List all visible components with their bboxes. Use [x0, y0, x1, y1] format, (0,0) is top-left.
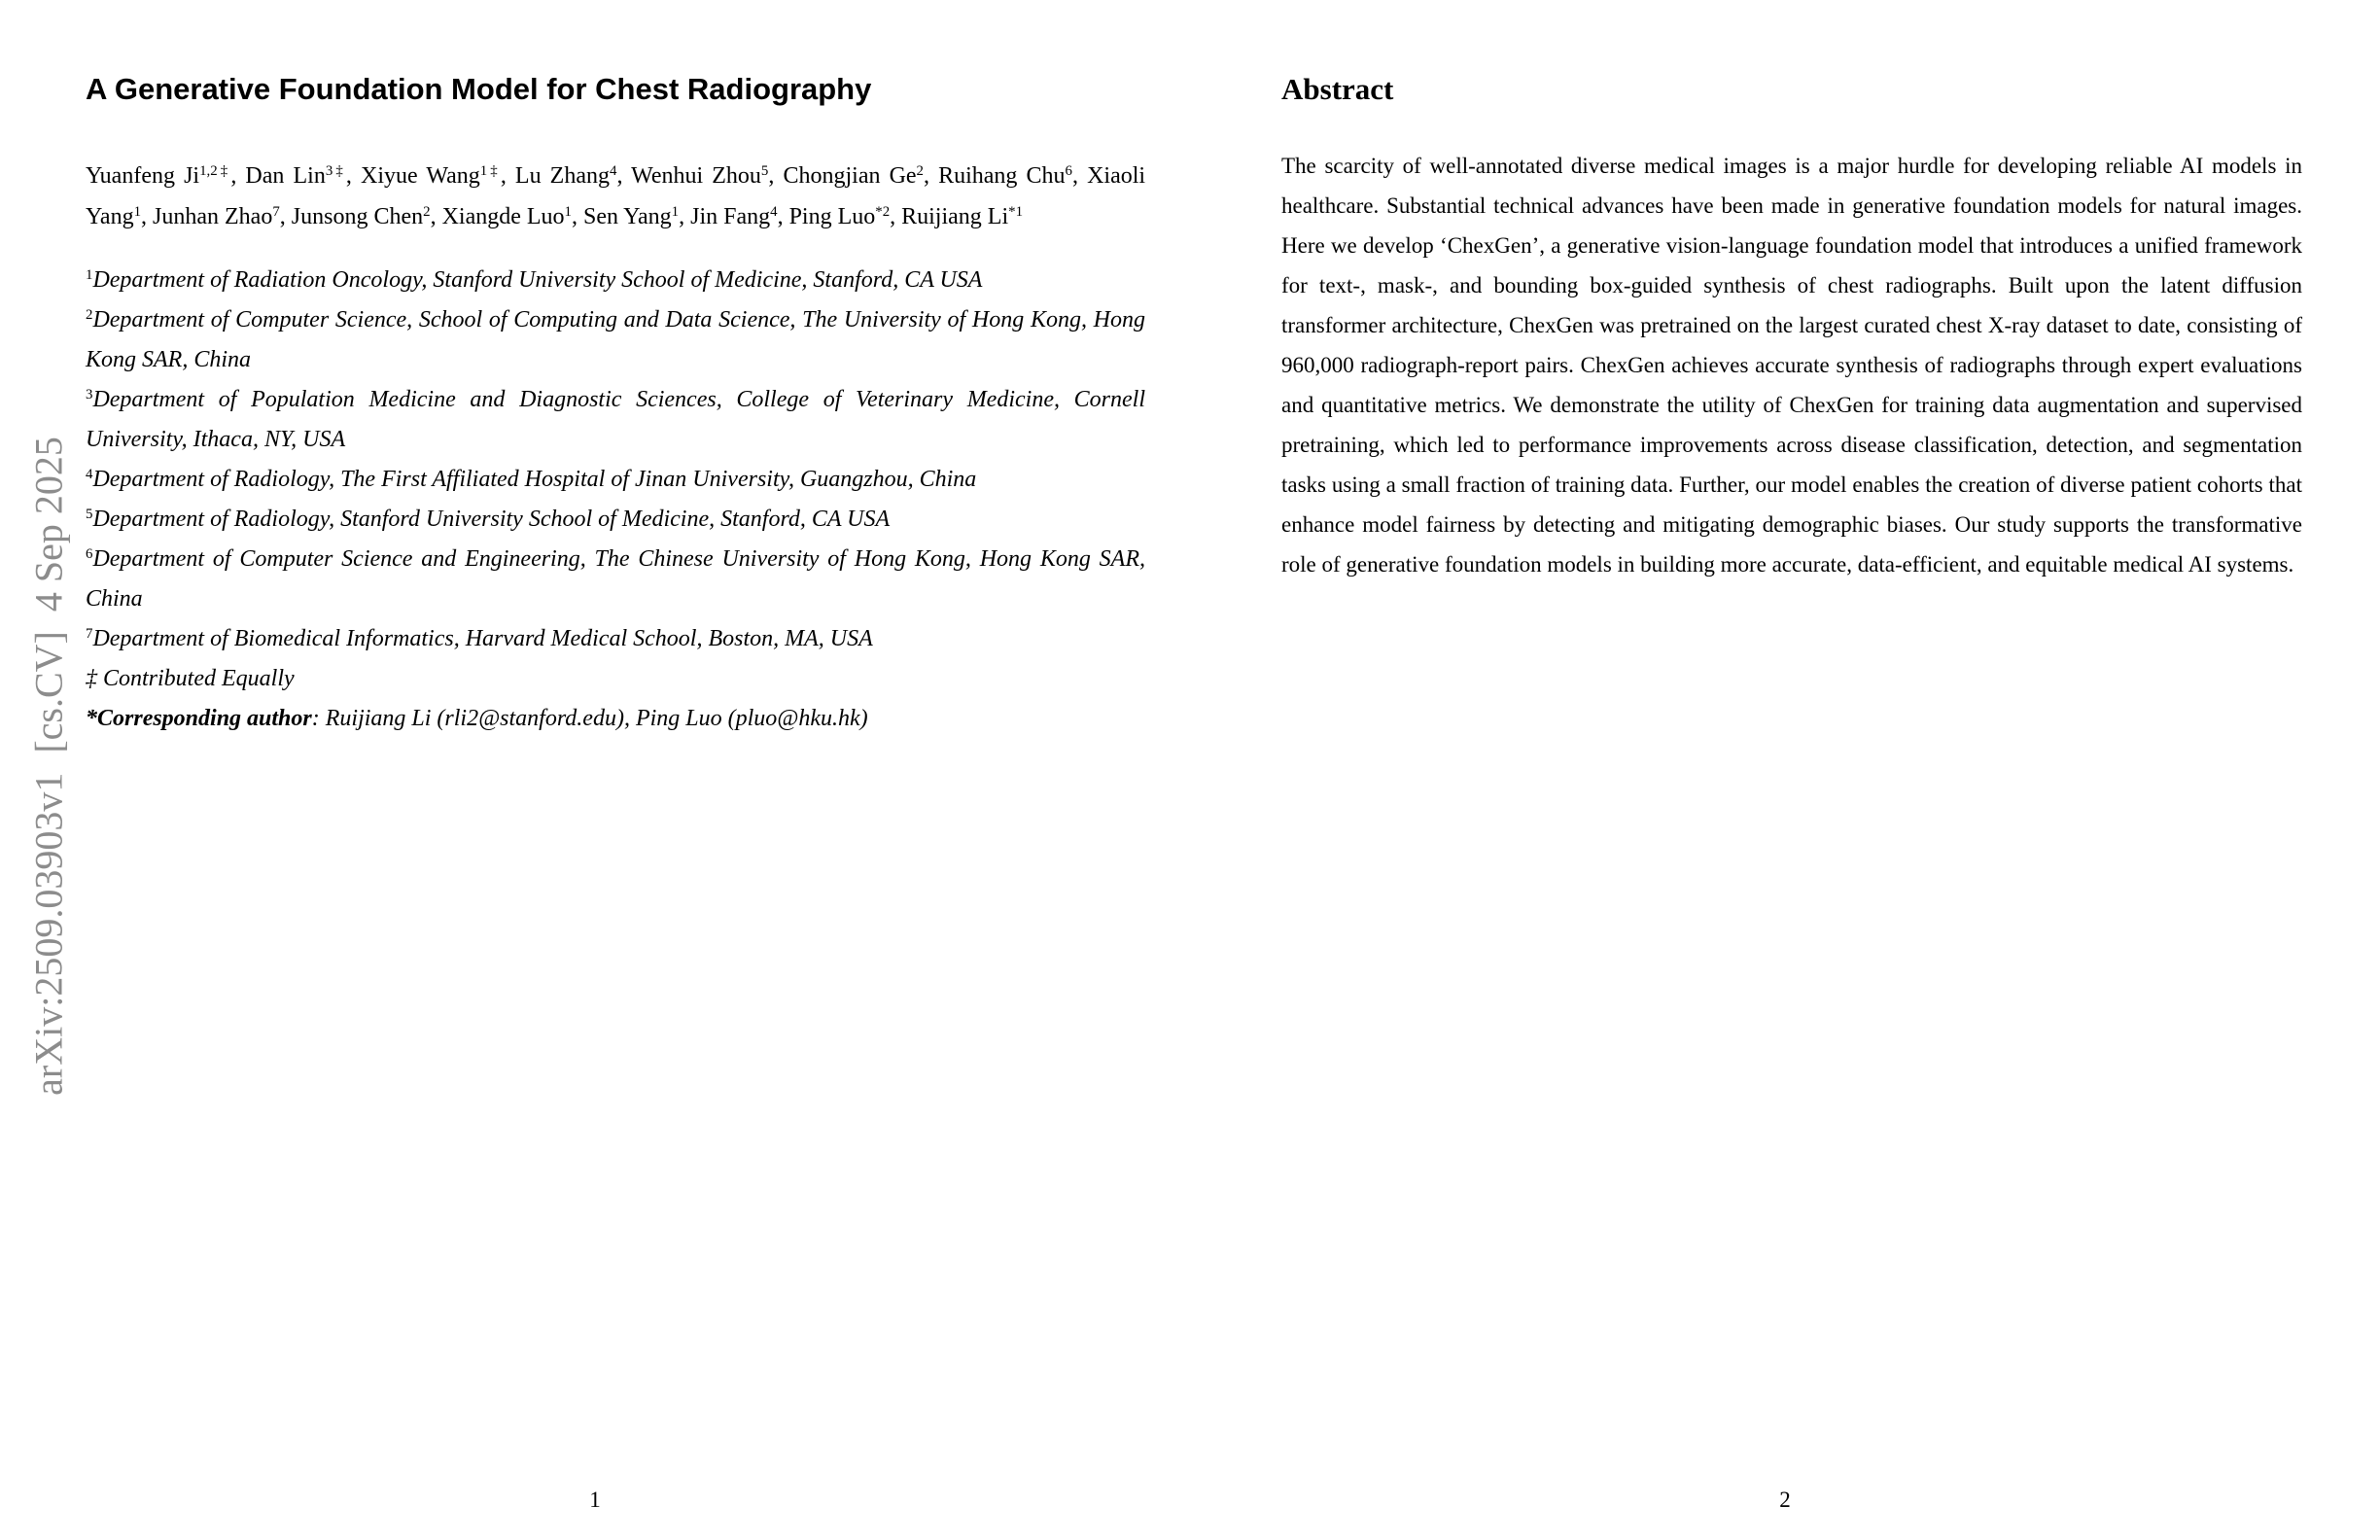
author: Junhan Zhao$^7$, — [153, 203, 292, 229]
affiliation: $^7$Department of Biomedical Informatics, Harvard Medical School, Boston, MA, USA — [86, 625, 873, 651]
author-list — [86, 156, 1145, 237]
affiliation: $^4$Department of Radiology, The First Affiliated Hospital of Jinan University, Guangzhou, China — [86, 466, 977, 492]
author: Ruihang Chu$^6$, — [938, 162, 1088, 189]
author: Ping Luo$^{*2}$, — [788, 203, 902, 229]
author-affiliation-sup: 6 — [1065, 162, 1072, 179]
affiliation: $^3$Department of Population Medicine and Diagnostic Sciences, College of Veterinary Medicine, Cornell University, Ithaca, NY, USA — [86, 386, 1145, 452]
page-number-2: 2 — [1779, 1488, 1791, 1512]
affiliation: $^5$Department of Radiology, Stanford University School of Medicine, Stanford, CA USA — [86, 506, 891, 532]
affiliation-sup: 6 — [86, 545, 93, 562]
affiliation-sup: 7 — [86, 625, 93, 642]
author: Xiangde Luo$^1$, — [441, 203, 583, 229]
author: Lu Zhang$^4$, — [514, 162, 632, 189]
affiliation-sup: 3 — [86, 386, 93, 402]
author-affiliation-sup: 1,2‡ — [199, 162, 231, 179]
abstract-heading: Abstract — [1281, 72, 1394, 106]
author-affiliation-sup: *1 — [1008, 203, 1023, 220]
author: Jin Fang$^4$, — [690, 203, 789, 229]
corresponding-author-note — [86, 699, 1145, 739]
author-affiliation-sup: 3‡ — [325, 162, 346, 179]
author-affiliation-sup: 1 — [133, 203, 142, 220]
author: Dan Lin$^{3\ddagger}$, — [245, 162, 362, 189]
author-affiliation-sup: 1 — [564, 203, 572, 220]
arxiv-watermark: arXiv:2509.03903v1 [cs.CV] 4 Sep 2025 — [26, 437, 71, 1096]
author: Sen Yang$^1$, — [582, 203, 691, 229]
affiliation: $^6$Department of Computer Science and Engineering, The Chinese University of Hong Kong, Hong Kong SAR, China — [86, 545, 1145, 612]
equal-contribution-note — [86, 659, 1145, 699]
author-affiliation-sup: 1‡ — [479, 162, 501, 179]
corresponding-author-text: : Ruijiang Li (rli2@stanford.edu), Ping Luo (pluo@hku.hk) — [311, 706, 868, 731]
affiliation-list — [86, 261, 1145, 659]
author: Ruijiang Li$^{*1}$ — [901, 203, 1023, 229]
equal-contribution-symbol: ‡ — [86, 666, 97, 691]
left-column — [86, 0, 1145, 739]
affiliation-sup: 5 — [86, 506, 93, 522]
affiliation-sup: 2 — [86, 306, 93, 323]
author-affiliation-sup: 1 — [671, 203, 680, 220]
author: Xiaoli Yang$^1$, — [86, 163, 1146, 229]
paper-title: A Generative Foundation Model for Chest Radiography — [86, 72, 872, 106]
author-affiliation-sup: 4 — [770, 203, 778, 220]
author: Chongjian Ge$^2$, — [783, 162, 939, 189]
author: Junsong Chen$^2$, — [291, 203, 442, 229]
author: Xiyue Wang$^{1\ddagger}$, — [361, 162, 515, 189]
author: Wenhui Zhou$^5$, — [631, 162, 784, 189]
affiliation: $^2$Department of Computer Science, School of Computing and Data Science, The University of Hong Kong, Hong Kong SAR, China — [86, 306, 1145, 372]
abstract-body: The scarcity of well-annotated diverse medical images is a major hurdle for developing reliable AI models in healthcare. Substantial technical advances have been made in generative foundation models for natural images. Here we develop ‘ChexGen’, a generative vision-language foundation model that introduces a unified framework for text-, mask-, and bounding box-guided synthesis of chest radiographs. Built upon the latent diffusion transformer architecture, ChexGen was pretrained on the largest curated chest X-ray dataset to date, consisting of 960,000 radiograph-report pairs. ChexGen achieves accurate synthesis of radiographs through expert evaluations and quantitative metrics. We demonstrate the utility of ChexGen for training data augmentation and supervised pretraining, which led to performance improvements across disease classification, detection, and segmentation tasks using a small fraction of training data. Further, our model enables the creation of diverse patient cohorts that enhance model fairness by detecting and mitigating demographic biases. Our study supports the transformative role of generative foundation models in building more accurate, data-efficient, and equitable medical AI systems. — [1281, 154, 2302, 577]
author-affiliation-sup: 5 — [760, 162, 769, 179]
author-affiliation-sup: 4 — [610, 162, 617, 179]
equal-contribution-text: Contributed Equally — [103, 666, 295, 691]
affiliation: $^1$Department of Radiation Oncology, Stanford University School of Medicine, Stanford, CA USA — [86, 266, 983, 293]
author-affiliation-sup: 7 — [272, 203, 280, 220]
author-affiliation-sup: 2 — [423, 203, 431, 220]
right-column — [1281, 0, 2302, 607]
author-affiliation-sup: 2 — [916, 162, 924, 179]
affiliation-sup: 4 — [86, 466, 93, 482]
affiliation-sup: 1 — [86, 266, 93, 283]
page-2 — [1190, 0, 2380, 1540]
author: Yuanfeng $Ji^{1,2\ddagger}$, — [86, 162, 246, 189]
author-affiliation-sup: *2 — [875, 203, 891, 220]
page-number-1: 1 — [589, 1488, 601, 1512]
corresponding-author-label: *Corresponding author — [86, 706, 312, 731]
